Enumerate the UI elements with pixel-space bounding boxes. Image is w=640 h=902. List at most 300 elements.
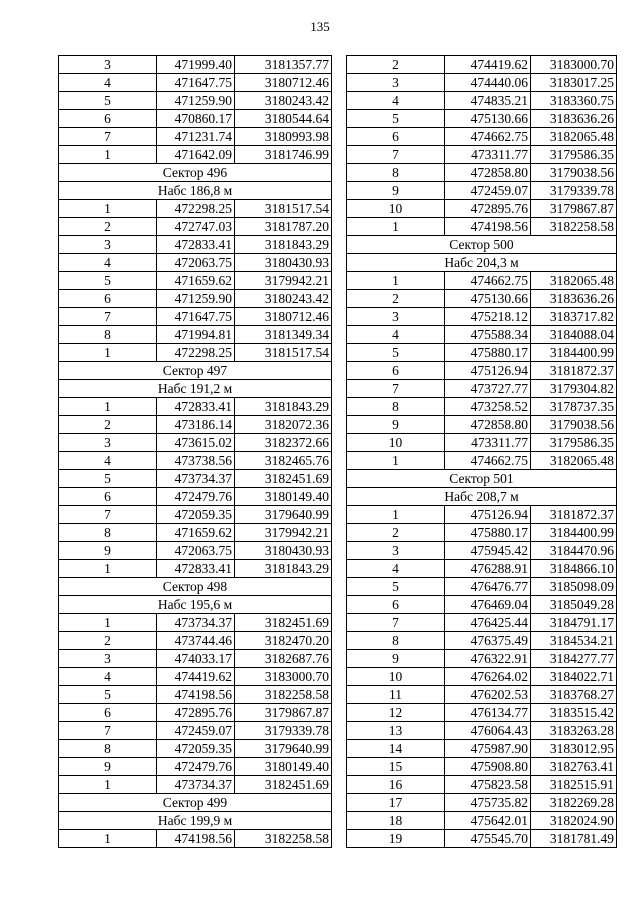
x-coordinate: 471642.09: [157, 146, 235, 164]
point-number: 4: [59, 254, 157, 272]
y-coordinate: 3183636.26: [531, 110, 617, 128]
section-header: Сектор 496: [59, 164, 332, 182]
y-coordinate: 3184400.99: [531, 524, 617, 542]
y-coordinate: 3180712.46: [235, 308, 332, 326]
x-coordinate: 472895.76: [445, 200, 531, 218]
point-number: 6: [59, 290, 157, 308]
x-coordinate: 472059.35: [157, 506, 235, 524]
coordinate-row: [347, 416, 617, 434]
x-coordinate: 472059.35: [157, 740, 235, 758]
point-number: 5: [59, 272, 157, 290]
y-coordinate: 3182465.76: [235, 452, 332, 470]
x-coordinate: 473734.37: [157, 776, 235, 794]
y-coordinate: 3180243.42: [235, 290, 332, 308]
y-coordinate: 3181872.37: [531, 362, 617, 380]
coordinate-row: [59, 398, 332, 416]
coordinate-row: [59, 236, 332, 254]
coordinate-row: [347, 452, 617, 470]
y-coordinate: 3181843.29: [235, 236, 332, 254]
x-coordinate: 473258.52: [445, 398, 531, 416]
section-header: Набс 199,9 м: [59, 812, 332, 830]
coordinate-row: [347, 218, 617, 236]
y-coordinate: 3183768.27: [531, 686, 617, 704]
y-coordinate: 3182024.90: [531, 812, 617, 830]
point-number: 3: [59, 650, 157, 668]
coordinate-row: [347, 182, 617, 200]
page-number: 135: [310, 19, 330, 34]
section-header: Сектор 500: [347, 236, 617, 254]
x-coordinate: 474835.21: [445, 92, 531, 110]
point-number: 1: [59, 398, 157, 416]
coordinates-table-right: [346, 55, 617, 848]
point-number: 1: [347, 218, 445, 236]
point-number: 6: [59, 488, 157, 506]
y-coordinate: 3181872.37: [531, 506, 617, 524]
coordinate-row: [59, 650, 332, 668]
point-number: 6: [59, 110, 157, 128]
x-coordinate: 473738.56: [157, 452, 235, 470]
point-number: 2: [347, 56, 445, 74]
x-coordinate: 473186.14: [157, 416, 235, 434]
point-number: 15: [347, 758, 445, 776]
x-coordinate: 472833.41: [157, 560, 235, 578]
point-number: 9: [347, 650, 445, 668]
y-coordinate: 3184277.77: [531, 650, 617, 668]
point-number: 5: [59, 470, 157, 488]
coordinate-row: [59, 308, 332, 326]
point-number: 6: [347, 596, 445, 614]
y-coordinate: 3182515.91: [531, 776, 617, 794]
x-coordinate: 475880.17: [445, 344, 531, 362]
y-coordinate: 3182065.48: [531, 272, 617, 290]
point-number: 6: [347, 362, 445, 380]
x-coordinate: 475130.66: [445, 110, 531, 128]
section-header: Набс 191,2 м: [59, 380, 332, 398]
x-coordinate: 472858.80: [445, 164, 531, 182]
x-coordinate: 475823.58: [445, 776, 531, 794]
x-coordinate: 475908.80: [445, 758, 531, 776]
coordinate-row: [347, 740, 617, 758]
point-number: 11: [347, 686, 445, 704]
y-coordinate: 3180544.64: [235, 110, 332, 128]
point-number: 1: [59, 146, 157, 164]
coordinate-row: [59, 668, 332, 686]
point-number: 16: [347, 776, 445, 794]
coordinate-row: [347, 830, 617, 848]
x-coordinate: 471231.74: [157, 128, 235, 146]
coordinate-row: [59, 470, 332, 488]
coordinate-row: [59, 542, 332, 560]
point-number: 19: [347, 830, 445, 848]
y-coordinate: 3185049.28: [531, 596, 617, 614]
x-coordinate: 476425.44: [445, 614, 531, 632]
x-coordinate: 473311.77: [445, 434, 531, 452]
x-coordinate: 474198.56: [157, 686, 235, 704]
y-coordinate: 3183515.42: [531, 704, 617, 722]
coordinate-row: [59, 704, 332, 722]
section-header: Сектор 498: [59, 578, 332, 596]
x-coordinate: 476322.91: [445, 650, 531, 668]
y-coordinate: 3183636.26: [531, 290, 617, 308]
y-coordinate: 3182451.69: [235, 470, 332, 488]
point-number: 7: [347, 380, 445, 398]
point-number: 8: [347, 164, 445, 182]
point-number: 8: [347, 398, 445, 416]
coordinate-row: [347, 524, 617, 542]
point-number: 7: [59, 506, 157, 524]
point-number: 5: [347, 578, 445, 596]
point-number: 13: [347, 722, 445, 740]
y-coordinate: 3183017.25: [531, 74, 617, 92]
x-coordinate: 472459.07: [157, 722, 235, 740]
coordinate-row: [347, 668, 617, 686]
y-coordinate: 3181843.29: [235, 560, 332, 578]
x-coordinate: 475126.94: [445, 362, 531, 380]
coordinate-row: [59, 776, 332, 794]
coordinate-row: [59, 416, 332, 434]
point-number: 9: [59, 758, 157, 776]
x-coordinate: 475126.94: [445, 506, 531, 524]
x-coordinate: 473727.77: [445, 380, 531, 398]
point-number: 3: [59, 236, 157, 254]
x-coordinate: 472063.75: [157, 542, 235, 560]
x-coordinate: 472833.41: [157, 236, 235, 254]
coordinate-row: [59, 56, 332, 74]
x-coordinate: 473744.46: [157, 632, 235, 650]
coordinate-row: [347, 812, 617, 830]
coordinate-row: [347, 200, 617, 218]
coordinate-row: [347, 164, 617, 182]
coordinate-row: [347, 272, 617, 290]
section-header: Сектор 497: [59, 362, 332, 380]
coordinate-row: [347, 758, 617, 776]
coordinate-row: [59, 488, 332, 506]
y-coordinate: 3184866.10: [531, 560, 617, 578]
point-number: 3: [347, 308, 445, 326]
point-number: 7: [59, 308, 157, 326]
point-number: 8: [347, 632, 445, 650]
coordinate-row: [347, 362, 617, 380]
y-coordinate: 3184534.21: [531, 632, 617, 650]
x-coordinate: 472833.41: [157, 398, 235, 416]
point-number: 4: [347, 326, 445, 344]
y-coordinate: 3183000.70: [531, 56, 617, 74]
x-coordinate: 475642.01: [445, 812, 531, 830]
x-coordinate: 474662.75: [445, 272, 531, 290]
point-number: 10: [347, 668, 445, 686]
coordinate-row: [347, 614, 617, 632]
section-header-row: [347, 488, 617, 506]
coordinate-row: [59, 272, 332, 290]
coordinates-table-left: [58, 55, 332, 848]
y-coordinate: 3181781.49: [531, 830, 617, 848]
x-coordinate: 476264.02: [445, 668, 531, 686]
x-coordinate: 471647.75: [157, 308, 235, 326]
x-coordinate: 472298.25: [157, 200, 235, 218]
x-coordinate: 475735.82: [445, 794, 531, 812]
coordinate-row: [59, 254, 332, 272]
coordinate-row: [347, 380, 617, 398]
x-coordinate: 474033.17: [157, 650, 235, 668]
coordinate-row: [347, 632, 617, 650]
point-number: 12: [347, 704, 445, 722]
point-number: 1: [59, 560, 157, 578]
x-coordinate: 474198.56: [445, 218, 531, 236]
section-header-row: [59, 794, 332, 812]
y-coordinate: 3184791.17: [531, 614, 617, 632]
coordinate-row: [347, 686, 617, 704]
coordinate-row: [59, 506, 332, 524]
coordinate-row: [347, 110, 617, 128]
section-header-row: [59, 596, 332, 614]
point-number: 5: [59, 686, 157, 704]
y-coordinate: 3183263.28: [531, 722, 617, 740]
y-coordinate: 3182470.20: [235, 632, 332, 650]
coordinate-row: [59, 128, 332, 146]
coordinate-row: [347, 776, 617, 794]
coordinate-row: [59, 92, 332, 110]
coordinate-row: [59, 686, 332, 704]
y-coordinate: 3182258.58: [235, 830, 332, 848]
section-header-row: [59, 164, 332, 182]
coordinate-row: [59, 434, 332, 452]
y-coordinate: 3179586.35: [531, 146, 617, 164]
point-number: 9: [59, 542, 157, 560]
section-header-row: [59, 812, 332, 830]
y-coordinate: 3179586.35: [531, 434, 617, 452]
section-header-row: [59, 362, 332, 380]
point-number: 4: [347, 560, 445, 578]
point-number: 3: [347, 74, 445, 92]
point-number: 8: [59, 524, 157, 542]
y-coordinate: 3182763.41: [531, 758, 617, 776]
coordinate-row: [59, 722, 332, 740]
point-number: 8: [59, 326, 157, 344]
x-coordinate: 472063.75: [157, 254, 235, 272]
x-coordinate: 475130.66: [445, 290, 531, 308]
x-coordinate: 471647.75: [157, 74, 235, 92]
coordinate-row: [347, 326, 617, 344]
section-header: Сектор 501: [347, 470, 617, 488]
point-number: 9: [347, 182, 445, 200]
y-coordinate: 3181517.54: [235, 344, 332, 362]
y-coordinate: 3184088.04: [531, 326, 617, 344]
y-coordinate: 3180243.42: [235, 92, 332, 110]
coordinate-row: [347, 596, 617, 614]
coordinate-row: [59, 632, 332, 650]
y-coordinate: 3181746.99: [235, 146, 332, 164]
coordinate-row: [347, 794, 617, 812]
y-coordinate: 3180430.93: [235, 542, 332, 560]
x-coordinate: 476469.04: [445, 596, 531, 614]
x-coordinate: 473734.37: [157, 614, 235, 632]
x-coordinate: 471659.62: [157, 524, 235, 542]
y-coordinate: 3179640.99: [235, 740, 332, 758]
x-coordinate: 476288.91: [445, 560, 531, 578]
y-coordinate: 3179867.87: [235, 704, 332, 722]
point-number: 1: [347, 272, 445, 290]
coordinate-row: [347, 146, 617, 164]
coordinate-row: [347, 398, 617, 416]
x-coordinate: 474662.75: [445, 452, 531, 470]
y-coordinate: 3182258.58: [531, 218, 617, 236]
y-coordinate: 3179942.21: [235, 272, 332, 290]
y-coordinate: 3182372.66: [235, 434, 332, 452]
y-coordinate: 3180149.40: [235, 488, 332, 506]
point-number: 18: [347, 812, 445, 830]
y-coordinate: 3179304.82: [531, 380, 617, 398]
point-number: 5: [59, 92, 157, 110]
x-coordinate: 475218.12: [445, 308, 531, 326]
y-coordinate: 3182258.58: [235, 686, 332, 704]
point-number: 2: [347, 290, 445, 308]
section-header: Сектор 499: [59, 794, 332, 812]
x-coordinate: 472747.03: [157, 218, 235, 236]
y-coordinate: 3179038.56: [531, 164, 617, 182]
point-number: 4: [59, 452, 157, 470]
y-coordinate: 3182065.48: [531, 128, 617, 146]
coordinate-row: [59, 758, 332, 776]
coordinate-row: [59, 830, 332, 848]
y-coordinate: 3182687.76: [235, 650, 332, 668]
x-coordinate: 470860.17: [157, 110, 235, 128]
coordinate-row: [347, 56, 617, 74]
point-number: 7: [59, 722, 157, 740]
x-coordinate: 472298.25: [157, 344, 235, 362]
x-coordinate: 474419.62: [445, 56, 531, 74]
coordinate-row: [59, 524, 332, 542]
point-number: 7: [347, 614, 445, 632]
x-coordinate: 475588.34: [445, 326, 531, 344]
coordinate-row: [59, 146, 332, 164]
x-coordinate: 472479.76: [157, 488, 235, 506]
x-coordinate: 471259.90: [157, 92, 235, 110]
y-coordinate: 3179867.87: [531, 200, 617, 218]
y-coordinate: 3183012.95: [531, 740, 617, 758]
coordinate-row: [347, 704, 617, 722]
y-coordinate: 3183360.75: [531, 92, 617, 110]
point-number: 4: [347, 92, 445, 110]
y-coordinate: 3182065.48: [531, 452, 617, 470]
y-coordinate: 3179339.78: [235, 722, 332, 740]
coordinate-row: [347, 74, 617, 92]
x-coordinate: 472459.07: [445, 182, 531, 200]
y-coordinate: 3179942.21: [235, 524, 332, 542]
coordinate-row: [347, 560, 617, 578]
x-coordinate: 476202.53: [445, 686, 531, 704]
y-coordinate: 3182451.69: [235, 776, 332, 794]
coordinate-row: [59, 614, 332, 632]
section-header-row: [347, 236, 617, 254]
point-number: 5: [347, 344, 445, 362]
point-number: 3: [347, 542, 445, 560]
x-coordinate: 476476.77: [445, 578, 531, 596]
point-number: 7: [347, 146, 445, 164]
point-number: 4: [59, 74, 157, 92]
y-coordinate: 3181517.54: [235, 200, 332, 218]
x-coordinate: 471259.90: [157, 290, 235, 308]
y-coordinate: 3183000.70: [235, 668, 332, 686]
point-number: 8: [59, 740, 157, 758]
point-number: 2: [347, 524, 445, 542]
coordinate-row: [59, 344, 332, 362]
point-number: 7: [59, 128, 157, 146]
section-header: Набс 204,3 м: [347, 254, 617, 272]
point-number: 5: [347, 110, 445, 128]
point-number: 1: [59, 830, 157, 848]
y-coordinate: 3181357.77: [235, 56, 332, 74]
y-coordinate: 3179339.78: [531, 182, 617, 200]
point-number: 6: [59, 704, 157, 722]
coordinate-row: [347, 434, 617, 452]
point-number: 10: [347, 200, 445, 218]
x-coordinate: 471659.62: [157, 272, 235, 290]
coordinate-row: [347, 128, 617, 146]
point-number: 10: [347, 434, 445, 452]
y-coordinate: 3180430.93: [235, 254, 332, 272]
section-header: Набс 208,7 м: [347, 488, 617, 506]
x-coordinate: 473311.77: [445, 146, 531, 164]
y-coordinate: 3180993.98: [235, 128, 332, 146]
y-coordinate: 3180712.46: [235, 74, 332, 92]
y-coordinate: 3180149.40: [235, 758, 332, 776]
y-coordinate: 3179640.99: [235, 506, 332, 524]
y-coordinate: 3184470.96: [531, 542, 617, 560]
y-coordinate: 3178737.35: [531, 398, 617, 416]
y-coordinate: 3184400.99: [531, 344, 617, 362]
x-coordinate: 476375.49: [445, 632, 531, 650]
point-number: 17: [347, 794, 445, 812]
section-header: Набс 195,6 м: [59, 596, 332, 614]
x-coordinate: 475545.70: [445, 830, 531, 848]
x-coordinate: 475880.17: [445, 524, 531, 542]
point-number: 3: [59, 56, 157, 74]
x-coordinate: 474198.56: [157, 830, 235, 848]
point-number: 1: [347, 506, 445, 524]
coordinate-row: [347, 578, 617, 596]
point-number: 14: [347, 740, 445, 758]
section-header-row: [347, 254, 617, 272]
coordinate-row: [59, 326, 332, 344]
y-coordinate: 3181843.29: [235, 398, 332, 416]
point-number: 2: [59, 218, 157, 236]
y-coordinate: 3181349.34: [235, 326, 332, 344]
section-header: Набс 186,8 м: [59, 182, 332, 200]
section-header-row: [347, 470, 617, 488]
coordinate-row: [59, 290, 332, 308]
point-number: 1: [59, 614, 157, 632]
x-coordinate: 471999.40: [157, 56, 235, 74]
point-number: 3: [59, 434, 157, 452]
x-coordinate: 472858.80: [445, 416, 531, 434]
x-coordinate: 471994.81: [157, 326, 235, 344]
y-coordinate: 3182072.36: [235, 416, 332, 434]
coordinate-row: [59, 74, 332, 92]
section-header-row: [59, 578, 332, 596]
point-number: 1: [347, 452, 445, 470]
section-header-row: [59, 182, 332, 200]
y-coordinate: 3184022.71: [531, 668, 617, 686]
y-coordinate: 3179038.56: [531, 416, 617, 434]
y-coordinate: 3181787.20: [235, 218, 332, 236]
point-number: 4: [59, 668, 157, 686]
x-coordinate: 474419.62: [157, 668, 235, 686]
coordinate-row: [59, 560, 332, 578]
x-coordinate: 474440.06: [445, 74, 531, 92]
coordinate-row: [347, 290, 617, 308]
coordinate-row: [347, 650, 617, 668]
y-coordinate: 3182269.28: [531, 794, 617, 812]
